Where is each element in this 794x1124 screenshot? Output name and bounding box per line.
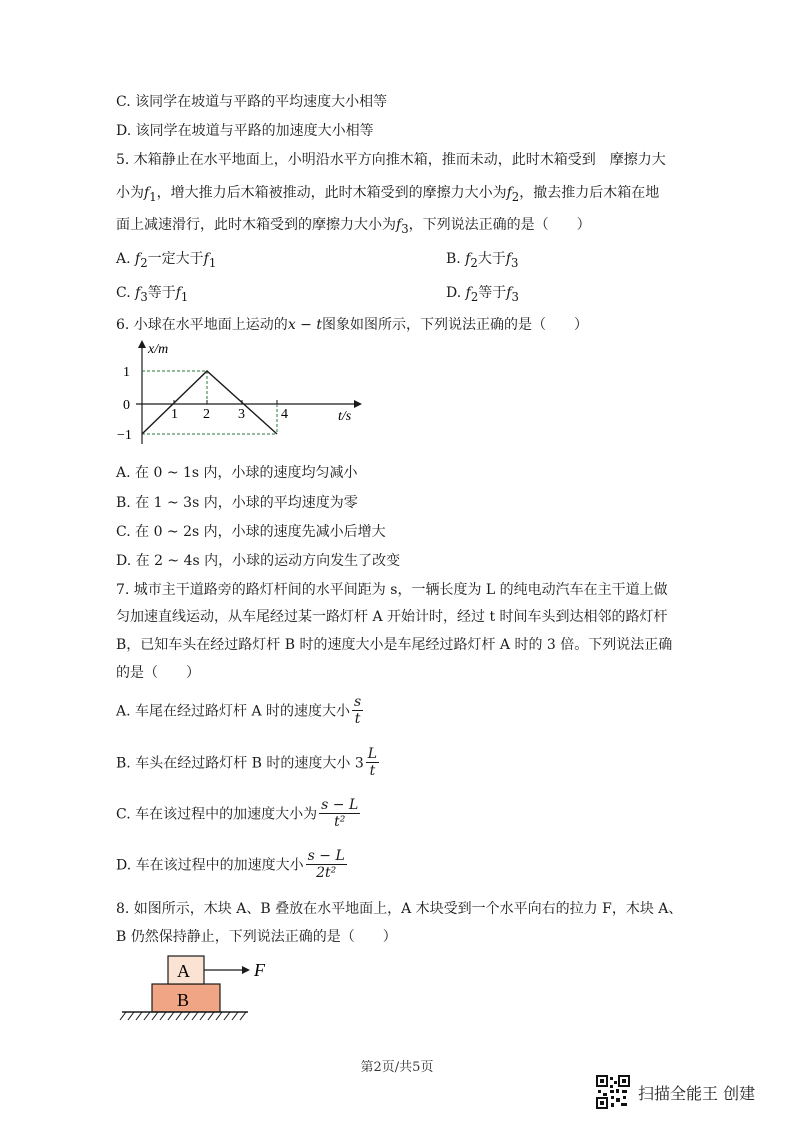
- q7-stem-line2: 匀加速直线运动，从车尾经过某一路灯杆 A 开始计时，经过 t 时间车头到达相邻的路灯杆: [116, 609, 668, 625]
- qr-code-icon: [596, 1075, 630, 1109]
- q5-stem-line1: 5. 木箱静止在水平地面上，小明沿水平方向推木箱，推而未动，此时木箱受到 摩擦力大: [116, 152, 666, 168]
- q6-xt-graph: [116, 336, 366, 448]
- block-a-label: A: [177, 961, 190, 981]
- q7-stem-line4: 的是（ ）: [116, 665, 200, 681]
- q5-option-a: A. $f_2$一定大于$f_1$: [116, 251, 217, 270]
- ground-hatch: [120, 1012, 246, 1020]
- scanner-text: 扫描全能王 创建: [638, 1083, 756, 1103]
- q5-option-c: C. $f_3$等于$f_1$: [116, 285, 189, 304]
- force-label: F: [254, 960, 265, 980]
- q5-option-b: B. $f_2$大于$f_3$: [446, 251, 519, 270]
- graph-x-tick-1: 1: [171, 407, 178, 422]
- q5-stem-line2: 小为$f_1$，增大推力后木箱被推动，此时木箱受到的摩擦力大小为$f_2$，撤去推力后木箱在地: [116, 185, 660, 204]
- graph-x-tick-4: 4: [281, 407, 288, 422]
- q7-option-b: B. 车头在经过路灯杆 B 时的速度大小 3 $\frac{L}{t}$: [116, 746, 378, 779]
- page-number: 第2页/共5页: [360, 1060, 434, 1075]
- q7-option-c: C. 车在该过程中的加速度大小为 $\frac{s - L}{\text{t²}}$: [116, 797, 359, 830]
- q8-stem-line2: B 仍然保持静止，下列说法正确的是（ ）: [116, 929, 397, 945]
- q7-option-a: A. 车尾在经过路灯杆 A 时的速度大小 $\frac{s}{t}$: [116, 694, 362, 727]
- q6-option-a: A. 在 0 ~ 1s 内，小球的速度均匀减小: [116, 465, 358, 481]
- graph-y-arrow: [138, 340, 146, 348]
- graph-x-label: t/s: [338, 409, 352, 424]
- q6-option-b: B. 在 1 ~ 3s 内，小球的平均速度为零: [116, 495, 358, 511]
- graph-x-arrow: [354, 400, 362, 408]
- q7-stem-line3: B，已知车头在经过路灯杆 B 时的速度大小是车尾经过路灯杆 A 时的 3 倍。下列说法正确: [116, 637, 673, 653]
- graph-y-tick-neg1: −1: [117, 428, 132, 443]
- q7-stem-line1: 7. 城市主干道路旁的路灯杆间的水平间距为 s，一辆长度为 L 的纯电动汽车在主干道上做: [116, 582, 668, 598]
- graph-y-tick-1: 1: [123, 365, 130, 380]
- graph-y-label: x/m: [148, 342, 169, 357]
- q6-option-c: C. 在 0 ~ 2s 内，小球的速度先减小后增大: [116, 524, 386, 540]
- graph-y-tick-0: 0: [123, 398, 130, 413]
- scanner-watermark: [596, 1072, 755, 1112]
- graph-x-tick-3: 3: [238, 407, 245, 422]
- q5-option-d: D. $f_2$等于$f_3$: [446, 285, 519, 304]
- graph-x-tick-2: 2: [203, 407, 210, 422]
- q4-option-d: D. 该同学在坡道与平路的加速度大小相等: [116, 123, 374, 139]
- q8-stem-line1: 8. 如图所示，木块 A、B 叠放在水平地面上，A 木块受到一个水平向右的拉力 F，木块 A、: [116, 901, 683, 917]
- q5-stem-line3: 面上减速滑行，此时木箱受到的摩擦力大小为$f_3$，下列说法正确的是（ ）: [116, 217, 591, 236]
- q6-stem: 6. 小球在水平地面上运动的x − t图象如图所示，下列说法正确的是（ ）: [116, 317, 588, 333]
- q7-option-d: D. 车在该过程中的加速度大小 $\frac{s - L}{\text{2t²}}$: [116, 848, 345, 881]
- block-b-label: B: [177, 990, 190, 1010]
- q8-blocks-diagram: [116, 950, 286, 1030]
- q4-option-c: C. 该同学在坡道与平路的平均速度大小相等: [116, 94, 388, 110]
- graph-xt-line: [142, 371, 277, 434]
- q6-option-d: D. 在 2 ~ 4s 内，小球的运动方向发生了改变: [116, 553, 401, 569]
